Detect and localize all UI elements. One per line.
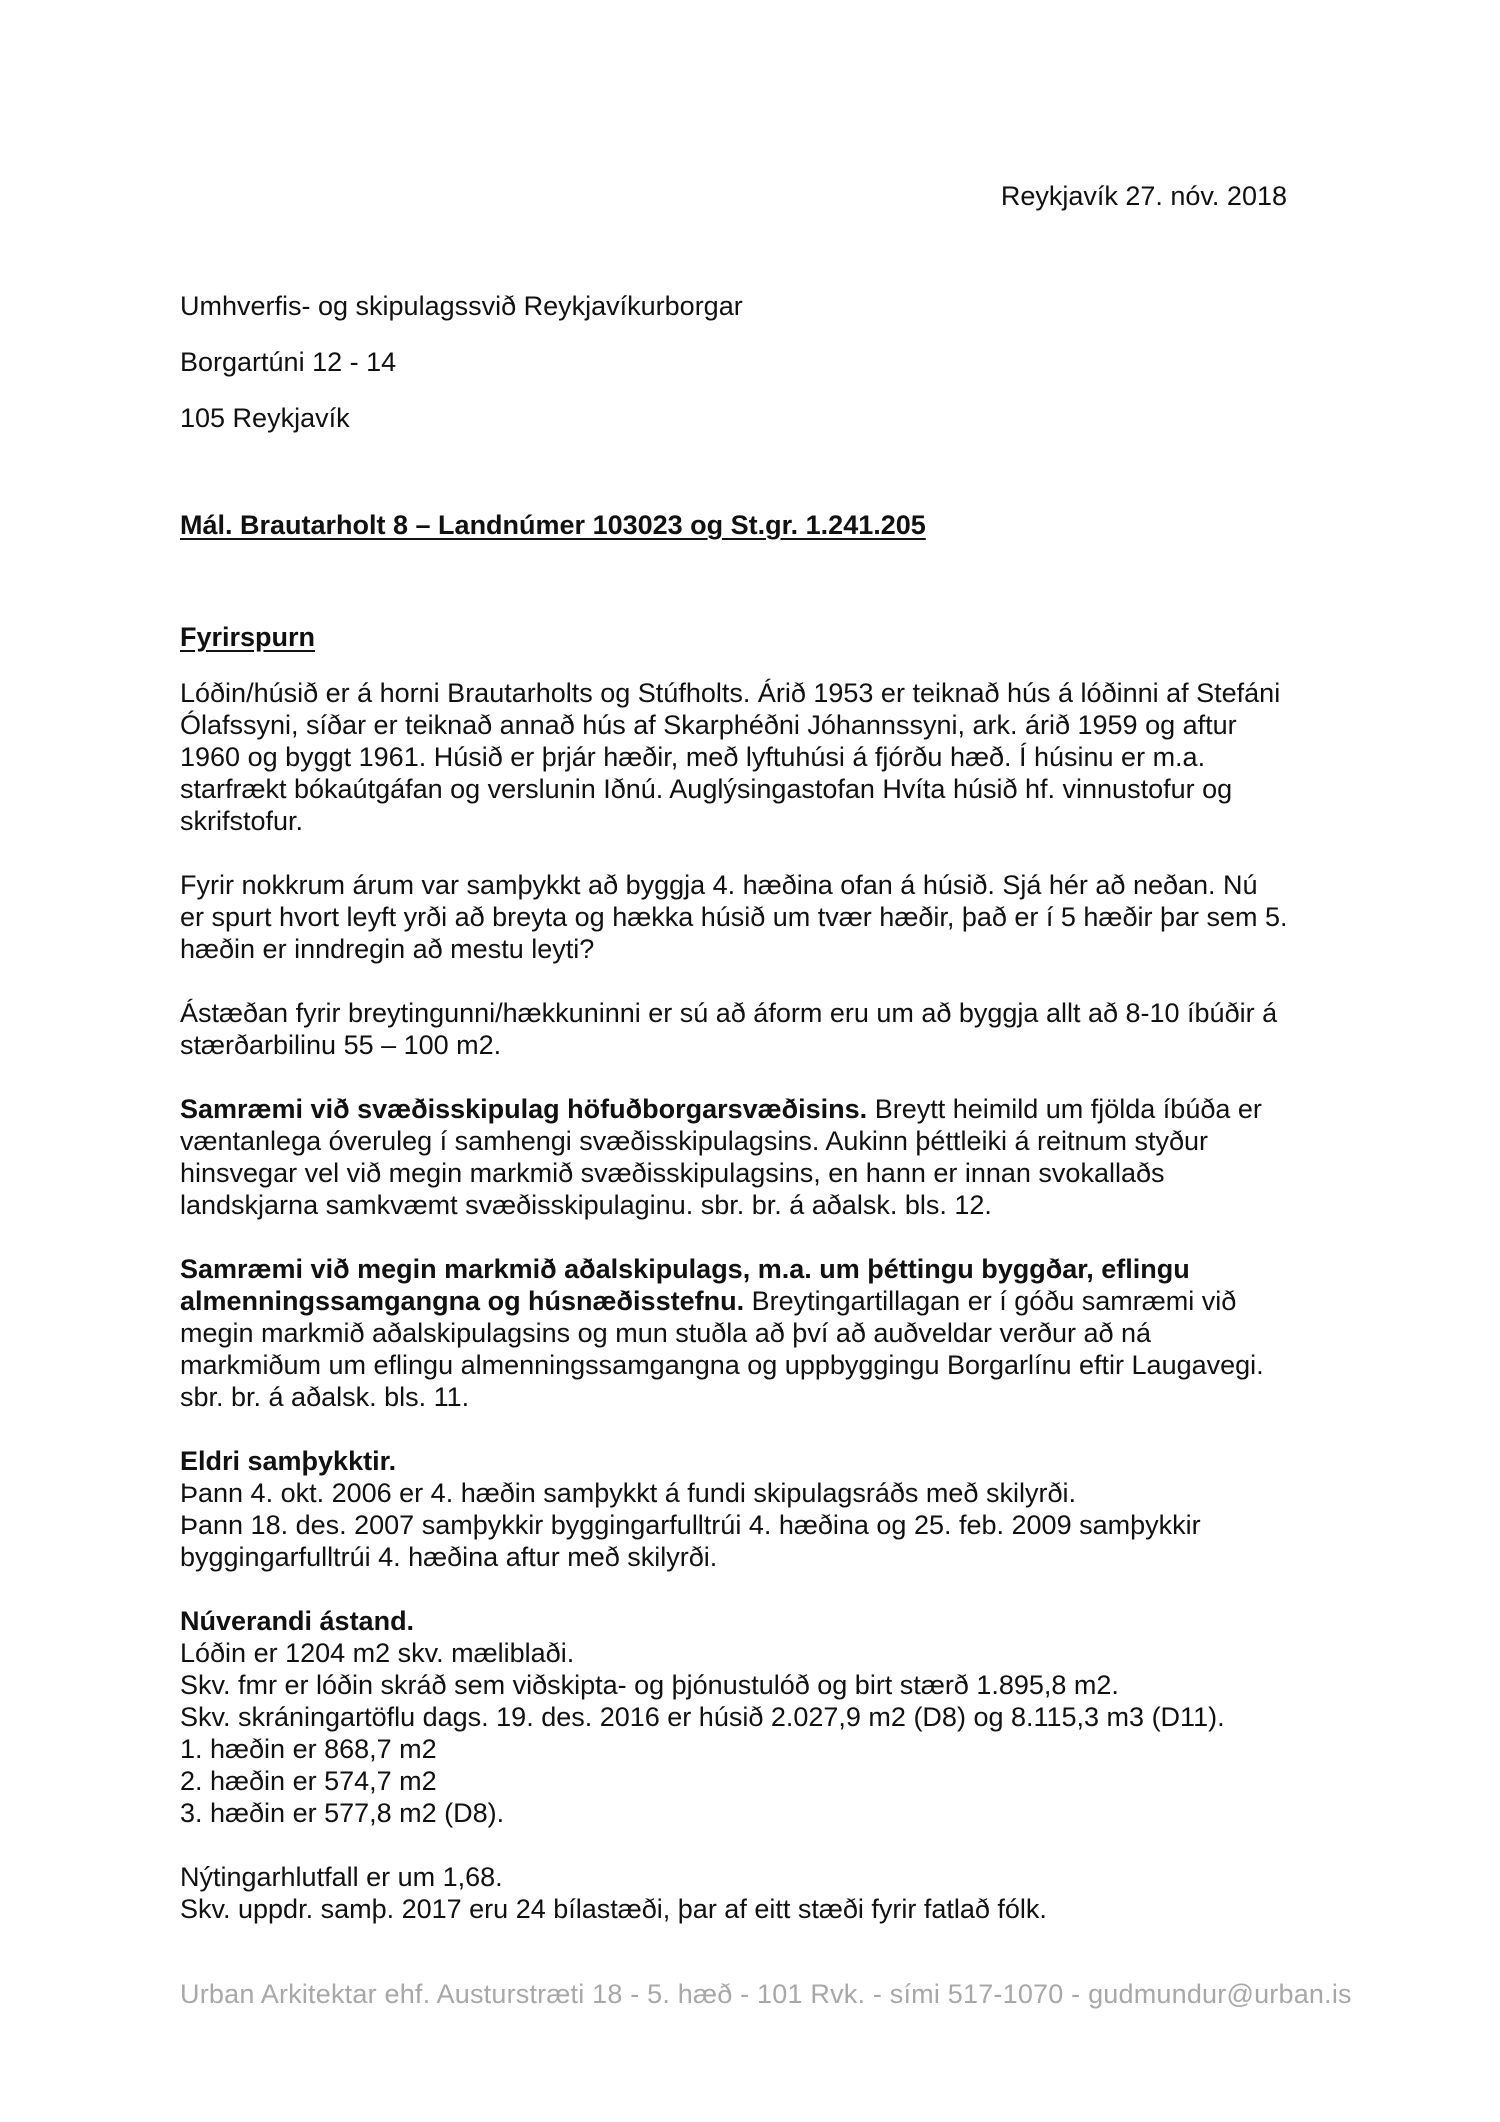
paragraph-prior-approvals: [180, 1445, 1350, 1573]
paragraph-line: væntanlega óveruleg í samhengi svæðisskipulagsins. Aukinn þéttleiki á reitnum styður: [180, 1126, 1209, 1156]
paragraph-title: Núverandi ástand.: [180, 1606, 415, 1636]
paragraph-line: [180, 1285, 1350, 1317]
paragraph-utilization: [180, 1861, 1350, 1925]
paragraph-line: Samræmi við megin markmið aðalskipulags, m.a. um þéttingu byggðar, eflingu: [180, 1254, 1190, 1284]
paragraph-line: hæðin er inndregin að mestu leyti?: [180, 934, 595, 964]
paragraph-line: Lóðin er 1204 m2 skv. mæliblaði.: [180, 1638, 575, 1668]
paragraph-line: Ástæðan fyrir breytingunni/hækkuninni er sú að áform eru um að byggja allt að 8-10 íbúðir á: [180, 998, 1278, 1028]
paragraph-line: megin markmið aðalskipulagsins og mun stuðla að því að auðveldar verður að ná: [180, 1318, 1152, 1348]
paragraph-line: skrifstofur.: [180, 806, 304, 836]
paragraph-reason: [180, 997, 1350, 1061]
paragraph-line: byggingarfulltrúi 4. hæðina aftur með skilyrði.: [180, 1542, 718, 1572]
letterhead-footer: Urban Arkitektar ehf. Austurstræti 18 - 5. hæð - 101 Rvk. - sími 517-1070 - gudmundur@urban.is: [180, 1979, 1352, 2009]
paragraph-line: Lóðin/húsið er á horni Brautarholts og Stúfholts. Árið 1953 er teiknað hús á lóðinni af Stefáni: [180, 678, 1281, 708]
paragraph-master-plan: [180, 1253, 1350, 1413]
paragraph-line: Þann 4. okt. 2006 er 4. hæðin samþykkt á fundi skipulagsráðs með skilyrði.: [180, 1478, 1076, 1508]
paragraph-line: 1. hæðin er 868,7 m2: [180, 1734, 437, 1764]
paragraph-line: Skv. fmr er lóðin skráð sem viðskipta- og þjónustulóð og birt stærð 1.895,8 m2.: [180, 1670, 1119, 1700]
letter-subject: Mál. Brautarholt 8 – Landnúmer 103023 og St.gr. 1.241.205: [180, 510, 926, 540]
section-heading: Fyrirspurn: [180, 622, 316, 652]
paragraph-regional-plan: [180, 1093, 1350, 1221]
paragraph-line: Fyrir nokkrum árum var samþykkt að byggja 4. hæðina ofan á húsið. Sjá hér að neðan. Nú: [180, 870, 1258, 900]
paragraph-line: sbr. br. á aðalsk. bls. 11.: [180, 1382, 470, 1412]
paragraph-line: stærðarbilinu 55 – 100 m2.: [180, 1030, 502, 1060]
inline-text: Breytingartillagan er í góðu samræmi við: [744, 1286, 1237, 1316]
paragraph-line: 3. hæðin er 577,8 m2 (D8).: [180, 1798, 505, 1828]
inline-heading: almenningssamgangna og húsnæðisstefnu.: [180, 1286, 745, 1316]
recipient-city: 105 Reykjavík: [180, 403, 350, 433]
paragraph-current-state: [180, 1605, 1350, 1829]
paragraph-property-history: [180, 677, 1350, 837]
inline-heading: Samræmi við svæðisskipulag höfuðborgarsvæðisins.: [180, 1094, 868, 1124]
paragraph-inquiry: [180, 869, 1350, 965]
paragraph-line: Skv. skráningartöflu dags. 19. des. 2016 er húsið 2.027,9 m2 (D8) og 8.115,3 m3 (D11).: [180, 1702, 1225, 1732]
paragraph-line: [180, 1093, 1350, 1125]
paragraph-line: Ólafssyni, síðar er teiknað annað hús af Skarphéðni Jóhannssyni, ark. árið 1959 og aftur: [180, 710, 1237, 740]
paragraph-title: Eldri samþykktir.: [180, 1446, 397, 1476]
recipient-street: Borgartúni 12 - 14: [180, 347, 397, 377]
paragraph-line: Nýtingarhlutfall er um 1,68.: [180, 1862, 503, 1892]
inline-text: Breytt heimild um fjölda íbúða er: [867, 1094, 1262, 1124]
paragraph-line: landskjarna samkvæmt svæðisskipulaginu. sbr. br. á aðalsk. bls. 12.: [180, 1190, 992, 1220]
paragraph-line: 2. hæðin er 574,7 m2: [180, 1766, 437, 1796]
paragraph-line: er spurt hvort leyft yrði að breyta og hækka húsið um tvær hæðir, það er í 5 hæðir þar sem 5.: [180, 902, 1288, 932]
paragraph-line: Skv. uppdr. samþ. 2017 eru 24 bílastæði, þar af eitt stæði fyrir fatlað fólk.: [180, 1894, 1047, 1924]
paragraph-line: starfrækt bókaútgáfan og verslunin Iðnú. Auglýsingastofan Hvíta húsið hf. vinnustofur og: [180, 774, 1233, 804]
paragraph-line: Þann 18. des. 2007 samþykkir byggingarfulltrúi 4. hæðina og 25. feb. 2009 samþykkir: [180, 1510, 1201, 1540]
recipient-name: Umhverfis- og skipulagssvið Reykjavíkurborgar: [180, 291, 743, 321]
paragraph-line: hinsvegar vel við megin markmið svæðisskipulagsins, en hann er innan svokallaðs: [180, 1158, 1165, 1188]
paragraph-line: 1960 og byggt 1961. Húsið er þrjár hæðir, með lyftuhúsi á fjórðu hæð. Í húsinu er m.a.: [180, 742, 1206, 772]
letter-date: Reykjavík 27. nóv. 2018: [1000, 181, 1287, 211]
paragraph-line: markmiðum um eflingu almenningssamgangna og uppbyggingu Borgarlínu eftir Laugavegi.: [180, 1350, 1264, 1380]
